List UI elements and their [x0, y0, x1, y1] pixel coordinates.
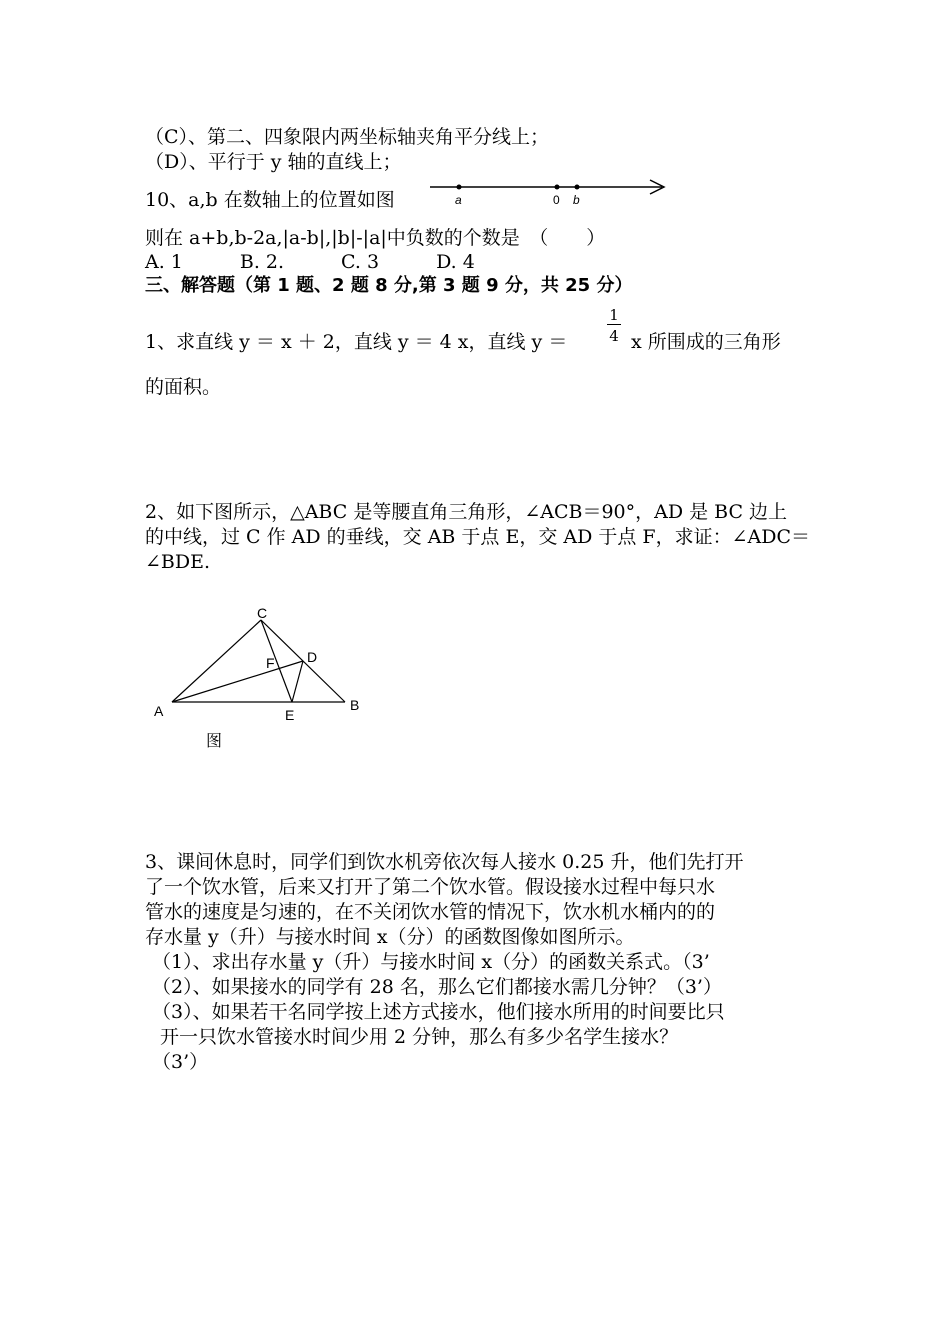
option-d: （D）、平行于 y 轴的直线上； [145, 151, 402, 173]
side-ac [172, 620, 261, 702]
problem3-line1: 3、课间休息时，同学们到饮水机旁依次每人接水 0.25 升，他们先打开 [145, 851, 744, 873]
q10-question: 则在 a+b,b-2a,|a-b|,|b|-|a|中负数的个数是 （ ） [145, 227, 606, 249]
q10-stem: 10、a,b 在数轴上的位置如图 [145, 189, 395, 211]
problem1-line1: 1、求直线 y ＝ x ＋ 2，直线 y ＝ 4 x，直线 y ＝ [145, 331, 568, 353]
label-c: C [257, 605, 268, 621]
q10-choices: A. 1 B. 2. C. 3 D. 4 [145, 251, 475, 273]
point-a [457, 185, 462, 190]
problem3-line4: 存水量 y（升）与接水时间 x（分）的函数图像如图所示。 [145, 926, 635, 948]
figure-caption: 图 [206, 733, 223, 750]
option-c: （C）、第二、四象限内两坐标轴夹角平分线上； [145, 126, 550, 148]
point-zero [555, 185, 560, 190]
problem2-line3: ∠BDE. [145, 551, 211, 573]
label-a: a [455, 193, 462, 206]
number-line-figure [428, 176, 670, 206]
fraction-one-quarter [607, 306, 621, 345]
problem1-line2: 的面积。 [145, 376, 222, 398]
problem2-line2: 的中线，过 C 作 AD 的垂线，交 AB 于点 E，交 AD 于点 F，求证：∠ADC＝ [145, 526, 810, 548]
segment-de [292, 661, 303, 702]
problem3-part2: （2）、如果接水的同学有 28 名，那么它们都接水需几分钟？（3’） [152, 976, 722, 998]
fraction-denominator: 4 [609, 327, 619, 345]
problem3-part3-cont: 开一只饮水管接水时间少用 2 分钟，那么有多少名学生接水？ [160, 1026, 679, 1048]
label-d: D [307, 649, 318, 665]
fraction-numerator: 1 [609, 306, 619, 324]
label-e: E [285, 707, 295, 723]
problem3-line2: 了一个饮水管，后来又打开了第二个饮水管。假设接水过程中每只水 [145, 876, 716, 898]
segment-ad [172, 661, 303, 702]
label-f: F [266, 655, 275, 671]
problem3-part3: （3）、如果若干名同学按上述方式接水，他们接水所用的时间要比只 [152, 1001, 725, 1023]
problem2-line1: 2、如下图所示，△ABC 是等腰直角三角形，∠ACB＝90°，AD 是 BC 边上 [145, 501, 788, 523]
label-b: B [350, 697, 360, 713]
problem3-line3: 管水的速度是匀速的，在不关闭饮水管的情况下，饮水机水桶内的的 [145, 901, 716, 923]
problem3-part3-score: （3’） [152, 1051, 209, 1073]
point-b [575, 185, 580, 190]
problem1-line1-end: x 所围成的三角形 [631, 331, 781, 353]
label-b: b [573, 193, 580, 206]
label-a: A [154, 703, 164, 719]
triangle-figure [150, 600, 370, 755]
label-zero: 0 [553, 193, 560, 206]
problem3-part1: （1）、求出存水量 y（升）与接水时间 x（分）的函数关系式。（3’ [152, 951, 710, 973]
section-heading: 三、解答题（第 1 题、2 题 8 分,第 3 题 9 分，共 25 分） [145, 275, 633, 296]
